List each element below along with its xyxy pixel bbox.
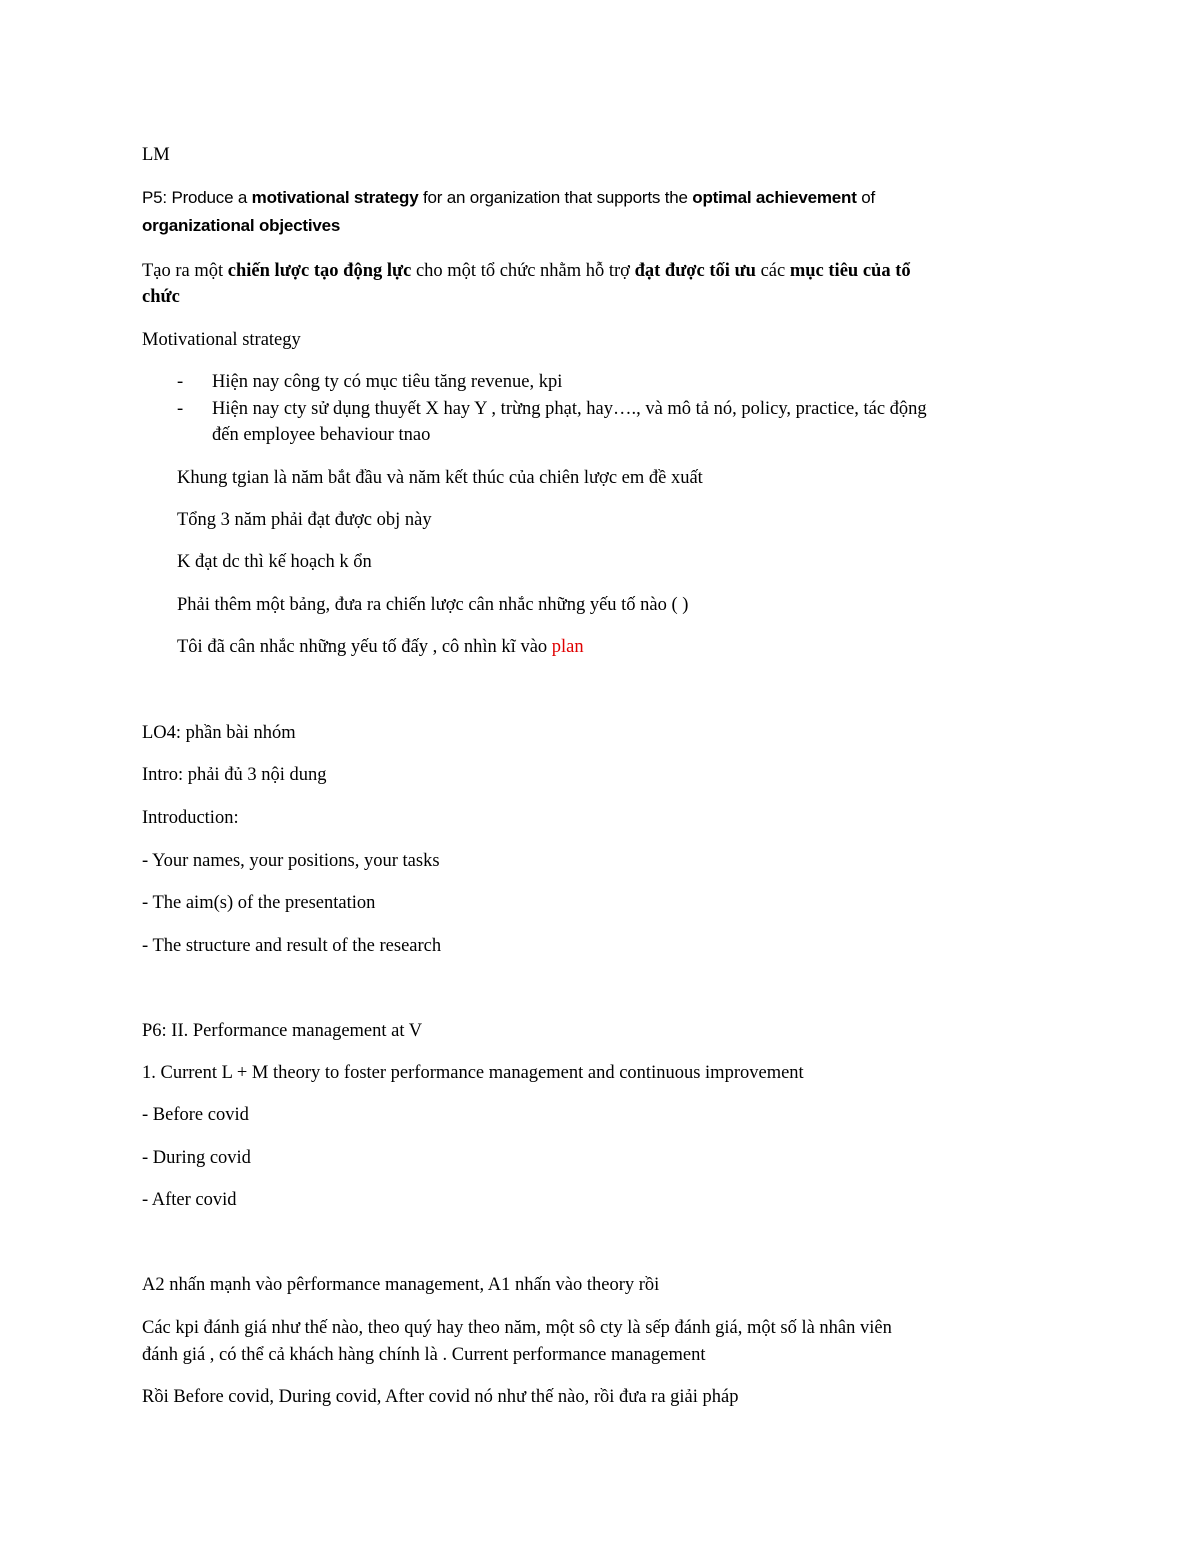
p5-bold-motivational: motivational strategy [251, 188, 419, 207]
bullet-item-1: Hiện nay công ty có mục tiêu tăng revenue, kpi [212, 372, 563, 392]
p5-vi-bold-1: chiến lược tạo động lực [227, 261, 412, 281]
note-5-highlight: plan [551, 637, 584, 657]
p5-vi-bold-2: đạt được tối ưu [634, 261, 756, 281]
lm-heading: LM [142, 145, 170, 165]
lo4-item-1: - Your names, your positions, your tasks [142, 851, 440, 871]
p5-line-1 [142, 185, 875, 211]
bullet-dash-1: - [177, 372, 184, 392]
p6-heading: P6: II. Performance management at V [142, 1021, 423, 1041]
p5-vi-mid-2: các [755, 261, 790, 281]
lo4-intro: Intro: phải đủ 3 nội dung [142, 765, 327, 785]
bullet-item-2-line-2: đến employee behaviour tnao [212, 425, 431, 445]
note-2: Tổng 3 năm phải đạt được obj này [177, 510, 432, 530]
p5-mid-2: of [856, 188, 875, 207]
p5-prefix: P5: Produce a [142, 188, 252, 207]
p5-mid-1: for an organization that supports the [418, 188, 693, 207]
closing-2-line-2: đánh giá , có thể cả khách hàng chính là . Current performance management [142, 1345, 706, 1365]
p6-after: - After covid [142, 1190, 237, 1210]
lo4-item-3: - The structure and result of the research [142, 936, 442, 956]
note-5-text: Tôi đã cân nhắc những yếu tố đấy , cô nhìn kĩ vào [177, 637, 552, 657]
p5-vi-bold-3: mục tiêu của tổ [789, 261, 911, 281]
bullet-dash-2: - [177, 399, 184, 419]
p5-vi-line-1 [142, 258, 911, 284]
note-5 [177, 634, 584, 660]
p5-line-2 [142, 213, 340, 239]
p6-during: - During covid [142, 1148, 251, 1168]
p5-bold-optimal: optimal achievement [692, 188, 857, 207]
lo4-heading: LO4: phần bài nhóm [142, 723, 296, 743]
p6-before: - Before covid [142, 1105, 249, 1125]
note-1: Khung tgian là năm bắt đầu và năm kết thúc của chiên lược em đề xuất [177, 468, 703, 488]
closing-3: Rồi Before covid, During covid, After covid nó như thế nào, rồi đưa ra giải pháp [142, 1387, 739, 1407]
p5-vi-line-2 [142, 284, 180, 310]
p5-bold-objectives: organizational objectives [142, 216, 341, 235]
p5-vi-mid-1: cho một tổ chức nhằm hỗ trợ [411, 261, 635, 281]
p6-point-1: 1. Current L + M theory to foster performance management and continuous improvement [142, 1063, 804, 1083]
note-3: K đạt dc thì kế hoạch k ổn [177, 552, 372, 572]
note-4: Phải thêm một bảng, đưa ra chiến lược cân nhắc những yếu tố nào ( ) [177, 595, 689, 615]
closing-1: A2 nhấn mạnh vào pêrformance management, A1 nhấn vào theory rồi [142, 1275, 660, 1295]
p5-vi-bold-4: chức [142, 287, 180, 307]
motivational-heading: Motivational strategy [142, 330, 301, 350]
bullet-item-2-line-1: Hiện nay cty sử dụng thuyết X hay Y , trừng phạt, hay…., và mô tả nó, policy, practice, tác động [212, 399, 927, 419]
lo4-item-2: - The aim(s) of the presentation [142, 893, 376, 913]
lo4-introduction: Introduction: [142, 808, 239, 828]
closing-2-line-1: Các kpi đánh giá như thế nào, theo quý hay theo năm, một sô cty là sếp đánh giá, một số là nhân viên [142, 1318, 892, 1338]
p5-vi-prefix: Tạo ra một [142, 261, 228, 281]
